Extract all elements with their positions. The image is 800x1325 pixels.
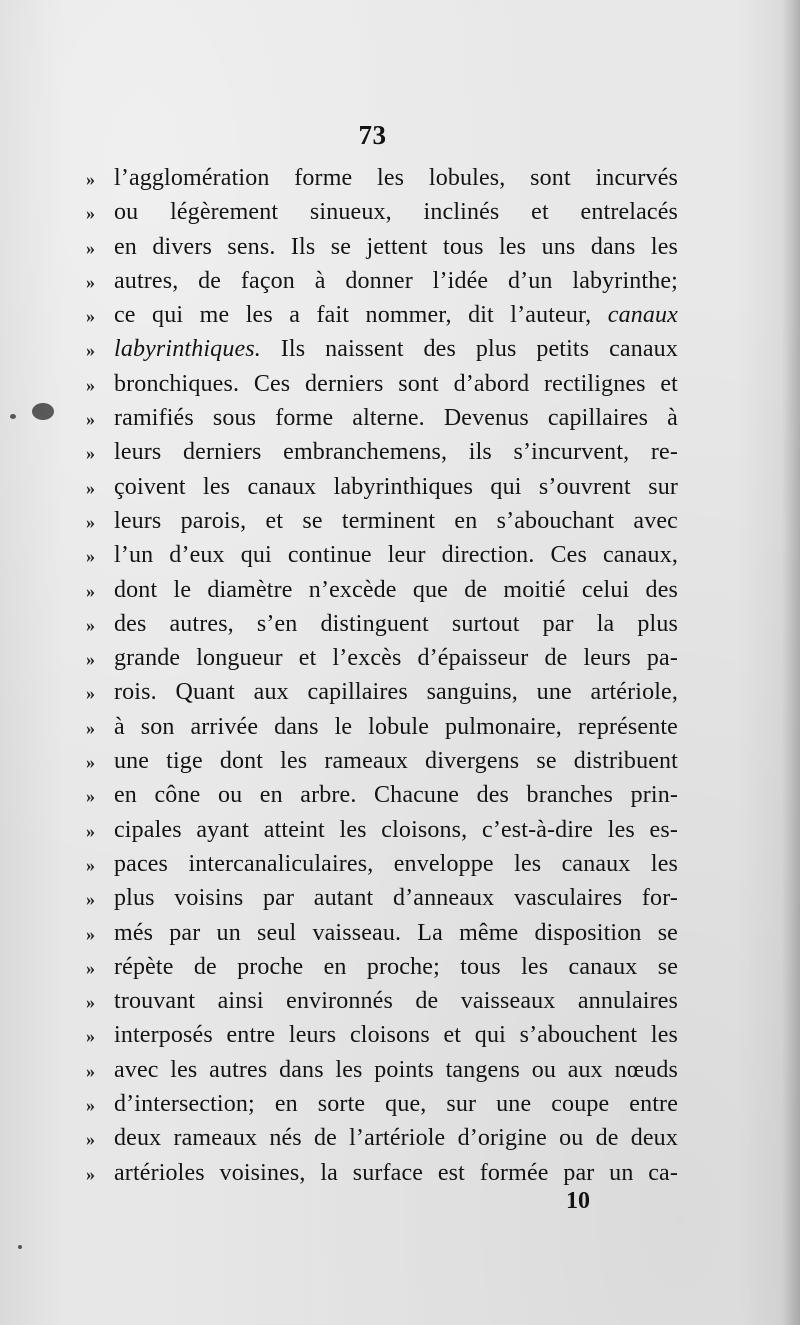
line-text: bronchiques. Ces derniers sont d’abord rectilignes et [114, 370, 678, 397]
quote-mark: » [86, 546, 95, 567]
line-text: artérioles voisines, la surface est formée par un ca- [114, 1159, 678, 1186]
line-text: d’intersection; en sorte que, sur une coupe entre [114, 1091, 678, 1118]
line-text: répète de proche en proche; tous les canaux se [114, 953, 678, 980]
line-text: en divers sens. Ils se jettent tous les uns dans les [114, 233, 678, 260]
quote-mark: » [86, 889, 95, 910]
line-text: plus voisins par autant d’anneaux vasculaires for- [114, 885, 678, 912]
text-line [84, 538, 678, 572]
text-line [84, 332, 678, 366]
text-line [84, 1156, 678, 1190]
quote-mark: » [86, 169, 95, 189]
quote-mark: » [86, 786, 95, 807]
text-line [84, 504, 678, 538]
quote-mark: » [86, 614, 95, 635]
line-text-italic: canaux [607, 302, 678, 329]
text-line [84, 641, 678, 675]
text-line [84, 435, 678, 469]
line-text: paces intercanaliculaires, enveloppe les canaux les [114, 850, 678, 877]
text-line [84, 1018, 678, 1052]
text-line [84, 470, 678, 504]
quote-mark: » [86, 820, 95, 841]
signature-mark: 10 [566, 1188, 590, 1214]
line-text: interposés entre leurs cloisons et qui s’abouchent les [114, 1022, 678, 1049]
line-text: rois. Quant aux capillaires sanguins, une artériole, [114, 679, 678, 706]
ink-speck [10, 414, 16, 419]
quote-mark: » [86, 306, 95, 327]
text-line [84, 675, 678, 709]
text-line [84, 1053, 678, 1087]
line-text: l’agglomération forme les lobules, sont incurvés [114, 165, 678, 191]
text-line [84, 710, 678, 744]
ink-blot [32, 403, 54, 420]
line-text: cipales ayant atteint les cloisons, c’est-à-dire les es- [114, 816, 678, 843]
text-line [84, 847, 678, 881]
line-text-roman: Ils naissent des plus petits canaux [260, 336, 678, 363]
text-line [84, 950, 678, 984]
page-number: 73 [358, 120, 387, 150]
quote-mark: » [86, 957, 95, 978]
quote-mark: » [86, 203, 95, 224]
text-line [84, 607, 678, 641]
page-edge-shadow [782, 0, 800, 1325]
line-text: en cône ou en arbre. Chacune des branches prin- [114, 782, 678, 809]
line-text: trouvant ainsi environnés de vaisseaux annulaires [114, 988, 678, 1015]
text-line [84, 744, 678, 778]
quote-mark: » [86, 374, 95, 395]
line-text: grande longueur et l’excès d’épaisseur de leurs pa- [114, 645, 678, 672]
line-text: une tige dont les rameaux divergens se distribuent [114, 748, 678, 775]
quote-mark: » [86, 649, 95, 670]
quote-mark: » [86, 237, 95, 258]
line-text: l’un d’eux qui continue leur direction. Ces canaux, [114, 542, 678, 569]
line-text-mixed [114, 332, 678, 366]
text-line [84, 813, 678, 847]
quote-mark: » [86, 1026, 95, 1047]
line-text: çoivent les canaux labyrinthiques qui s’ouvrent sur [114, 473, 678, 500]
text-line [84, 916, 678, 950]
quote-mark: » [86, 992, 95, 1013]
line-text: deux rameaux nés de l’artériole d’origine ou de deux [114, 1125, 678, 1152]
quote-mark: » [86, 477, 95, 498]
line-text: des autres, s’en distinguent surtout par la plus [114, 610, 678, 637]
quote-mark: » [86, 683, 95, 704]
line-text-italic: labyrinthiques. [114, 336, 261, 363]
body-text [84, 161, 678, 1190]
quote-mark: » [86, 1060, 95, 1081]
text-line [84, 298, 678, 332]
quote-mark: » [86, 443, 95, 464]
quote-mark: » [86, 854, 95, 875]
line-text: à son arrivée dans le lobule pulmonaire, représente [114, 713, 678, 740]
text-line [84, 195, 678, 229]
text-line [84, 264, 678, 298]
ink-speck [18, 1245, 22, 1249]
quote-mark: » [86, 1129, 95, 1150]
text-line [84, 573, 678, 607]
quote-mark: » [86, 271, 95, 292]
quote-mark: » [86, 580, 95, 601]
quote-mark: » [86, 1163, 95, 1184]
quote-mark: » [86, 511, 95, 532]
line-text: autres, de façon à donner l’idée d’un labyrinthe; [114, 267, 678, 294]
text-line [84, 1087, 678, 1121]
line-text: avec les autres dans les points tangens ou aux nœuds [114, 1056, 678, 1083]
text-line [84, 778, 678, 812]
line-text: ramifiés sous forme alterne. Devenus capillaires à [114, 405, 678, 432]
text-line [84, 161, 678, 195]
text-line [84, 401, 678, 435]
quote-mark: » [86, 752, 95, 773]
line-text: leurs derniers embranchemens, ils s’incurvent, re- [114, 439, 678, 466]
quote-mark: » [86, 717, 95, 738]
text-line [84, 230, 678, 264]
text-line [84, 367, 678, 401]
quote-mark: » [86, 923, 95, 944]
line-text-roman: ce qui me les a fait nommer, dit l’auteur, [114, 302, 608, 329]
text-line [84, 1121, 678, 1155]
text-line [84, 881, 678, 915]
line-text: dont le diamètre n’excède que de moitié celui des [114, 576, 678, 603]
text-line [84, 984, 678, 1018]
line-text: més par un seul vaisseau. La même disposition se [114, 919, 678, 946]
line-text: ou légèrement sinueux, inclinés et entrelacés [114, 199, 678, 226]
line-text-mixed [114, 298, 678, 332]
quote-mark: » [86, 1095, 95, 1116]
quote-mark: » [86, 340, 95, 361]
line-text: leurs parois, et se terminent en s’abouchant avec [114, 507, 678, 534]
quote-mark: » [86, 409, 95, 430]
